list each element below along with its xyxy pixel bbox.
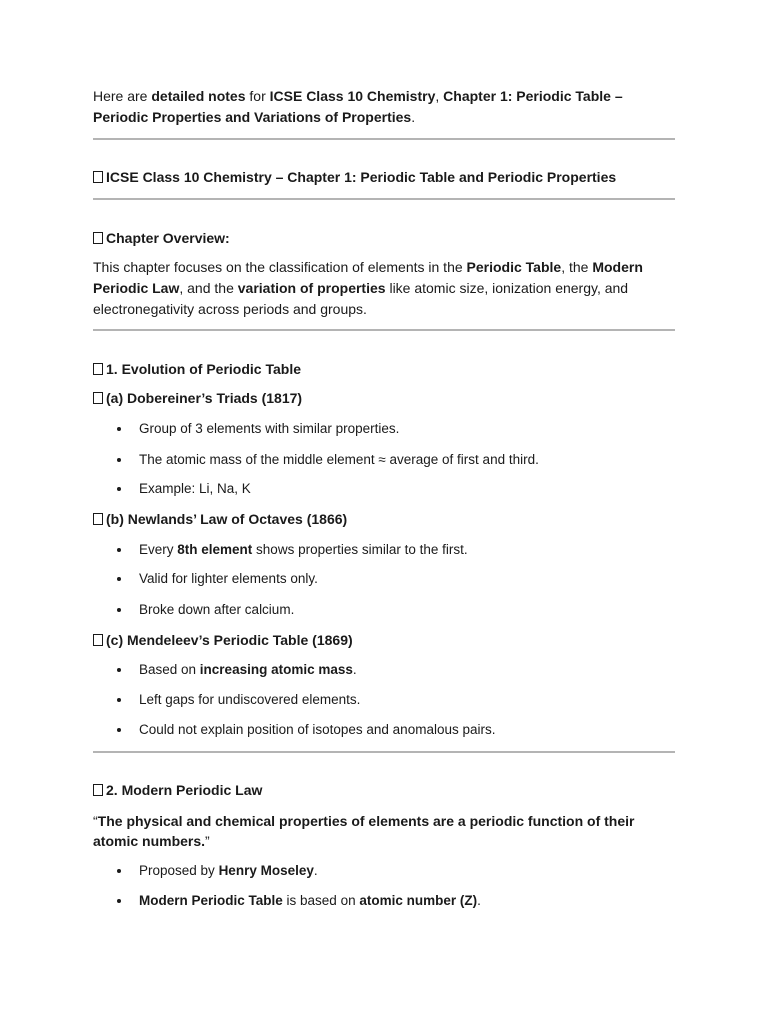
divider (93, 138, 675, 140)
book-icon (93, 171, 103, 183)
list-item: Every 8th element shows properties similar to the first. (139, 540, 468, 560)
periodic-law-quote: “The physical and chemical properties of elements are a periodic function of their atomic numbers.” (93, 813, 635, 849)
flask-icon (93, 363, 103, 375)
subsection-b-heading: (b) Newlands’ Law of Octaves (1866) (93, 509, 347, 529)
divider (93, 329, 675, 331)
list-item: Based on increasing atomic mass. (139, 660, 357, 680)
list-item: Group of 3 elements with similar properties. (139, 419, 399, 439)
list-item: The atomic mass of the middle element ≈ average of first and third. (139, 450, 539, 470)
overview-heading: Chapter Overview: (93, 228, 230, 248)
divider (93, 751, 675, 753)
list-item: Left gaps for undiscovered elements. (139, 690, 360, 710)
bullet-icon (93, 392, 103, 404)
pin-icon (93, 232, 103, 244)
bullet-icon (93, 513, 103, 525)
list-item: Valid for lighter elements only. (139, 569, 318, 589)
bullet-icon (93, 634, 103, 646)
section1-heading: 1. Evolution of Periodic Table (93, 359, 301, 379)
list-item: Proposed by Henry Moseley. (139, 861, 318, 881)
list-item: Example: Li, Na, K (139, 479, 251, 499)
list-item: Broke down after calcium. (139, 600, 294, 620)
intro-paragraph: Here are detailed notes for ICSE Class 10 Chemistry, Chapter 1: Periodic Table – Periodic Properties and Variations of Properties. (93, 88, 623, 125)
section2-heading: 2. Modern Periodic Law (93, 780, 262, 800)
list-item: Could not explain position of isotopes and anomalous pairs. (139, 720, 495, 740)
chapter-title: ICSE Class 10 Chemistry – Chapter 1: Periodic Table and Periodic Properties (93, 167, 616, 187)
flask-icon (93, 784, 103, 796)
overview-paragraph: This chapter focuses on the classification of elements in the Periodic Table, the Modern Periodic Law, and the variation of properties like atomic size, ionization energy, and electronegativity across periods and groups. (93, 259, 643, 317)
list-item: Modern Periodic Table is based on atomic number (Z). (139, 891, 481, 911)
divider (93, 198, 675, 200)
subsection-c-heading: (c) Mendeleev’s Periodic Table (1869) (93, 630, 353, 650)
subsection-a-heading: (a) Dobereiner’s Triads (1817) (93, 388, 302, 408)
